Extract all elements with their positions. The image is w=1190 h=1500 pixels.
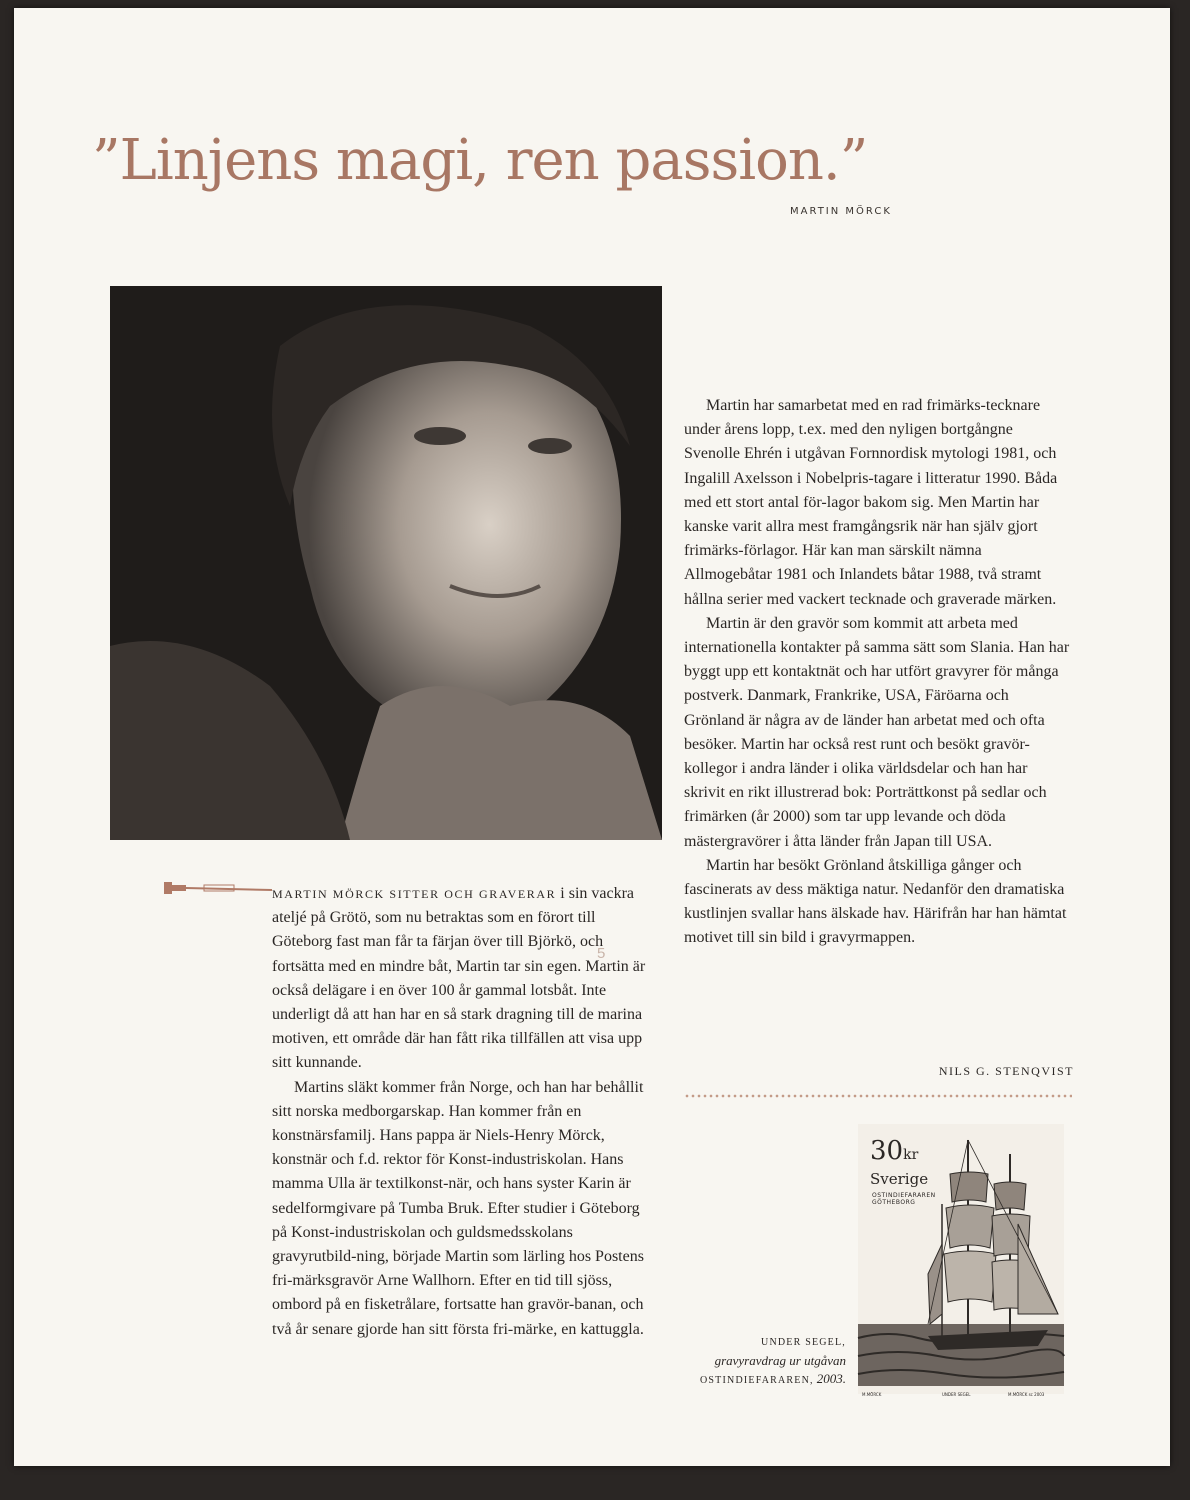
caption-line-3-caps: OSTINDIEFARAREN, [700, 1375, 814, 1386]
stamp-ship-name-small: OSTINDIEFARAREN [872, 1192, 936, 1199]
right-column-text [684, 394, 1072, 951]
portrait-photo [110, 286, 662, 840]
caption-line-3-year: 2003. [816, 1371, 846, 1386]
document-page [14, 8, 1170, 1466]
stamp-bottom-left: M.MÖRCK [862, 1392, 882, 1397]
stamp-engraving [858, 1124, 1064, 1397]
lead-rest: i sin vackra ateljé på Grötö, som nu betraktas som en förort till Göteborg fast man får ta färjan över till Björkö, och fortsätta med en mindre båt, Martin tar sin egen. Martin är också delägare i en över 100 år gammal lotsbåt. Inte underligt då att han har en så stark dragning till de marina motiven, ett område där han fått rika tillfällen att visa upp sitt kunnande. [272, 885, 646, 1072]
left-paragraph-1 [272, 882, 658, 1076]
caption-line-1: UNDER SEGEL, [761, 1337, 846, 1348]
caption-line-3 [694, 1370, 846, 1390]
engraving-tool-icon [164, 878, 274, 898]
right-paragraph-3: Martin har besökt Grönland åtskilliga gånger och fascinerats av dess mäktiga natur. Nedanför den dramatiska kustlinjen svallar hans älskade hav. Härifrån har han hämtat motivet till sin bild i gravyrmappen. [684, 856, 1067, 947]
stamp-bottom-right: M.MÖRCK sc 2003 [1008, 1392, 1045, 1397]
page-number: 5 [597, 945, 606, 962]
right-paragraph-2: Martin är den gravör som kommit att arbeta med internationella kontakter på samma sätt som Slania. Han har byggt upp ett kontaktnät och har utfört gravyrer för många postverk. Danmark, Frankrike, USA, Färöarna och Grönland är några av de länder han arbetat med och ofta besöker. Martin har också rest runt och besökt gravör-kollegor i andra länder i olika världsdelar och han har skrivit en rikt illustrerad bok: Porträttkonst på sedlar och frimärken (år 2000) som tar upp levande och döda mästergravörer i åtta länder från Japan till USA. [684, 614, 1070, 850]
dotted-divider [684, 1094, 1072, 1098]
stamp-country: Sverige [870, 1170, 929, 1188]
lead-caps: MARTIN MÖRCK SITTER OCH GRAVERAR [272, 887, 557, 901]
right-paragraph-1: Martin har samarbetat med en rad frimärks-tecknare under årens lopp, t.ex. med den nyligen bortgångne Svenolle Ehrén i utgåvan Fornnordisk mytologi 1981, och Ingalill Axelsson i Nobelpris-tagare i litteratur 1990. Båda med ett stort antal för-lagor bakom sig. Men Martin har kanske varit allra mest framgångsrik när han själv gjort frimärks-förlagor. Här kan man särskilt nämna Allmogebåtar 1981 och Inlandets båtar 1988, två stramt hållna serier med vackert tecknade och graverade märken. [684, 397, 1058, 608]
page-quote-title: ”Linjens magi, ren passion.” [92, 128, 868, 193]
stamp-ship-name [872, 1192, 936, 1206]
stamp-ship-name-main: GÖTHEBORG [872, 1199, 916, 1206]
caption-line-2-text: gravyravdrag ur utgåvan [714, 1353, 846, 1368]
stamp-value [870, 1136, 918, 1166]
caption-line-2 [694, 1352, 846, 1370]
stamp-caption [694, 1334, 846, 1390]
stamp-bottom-center: UNDER SEGEL [942, 1392, 971, 1397]
left-paragraph-2: Martins släkt kommer från Norge, och han har behållit sitt norska medborgarskap. Han kommer från en konstnärsfamilj. Hans pappa är Niels-Henry Mörck, konstnär och f.d. rektor för Konst-industriskolan. Hans mamma Ulla är textilkonst-när, och hans syster Karin är sedelformgivare på Tumba Bruk. Efter studier i Göteborg på Konst-industriskolan och guldsmedsskolans gravyrutbild-ning, började Martin som lärling hos Postens fri-märksgravör Arne Wallhorn. Efter en tid till sjöss, ombord på en fisketrålare, fortsatte han gravör-banan, och två år senare gjorde han sitt första fri-märke, en kattuggla. [272, 1078, 644, 1338]
stamp-value-number: 30 [870, 1136, 904, 1166]
stamp-value-unit: kr [903, 1147, 919, 1163]
quote-author: MARTIN MÖRCK [790, 206, 892, 217]
author-signature: NILS G. STENQVIST [938, 1064, 1074, 1078]
